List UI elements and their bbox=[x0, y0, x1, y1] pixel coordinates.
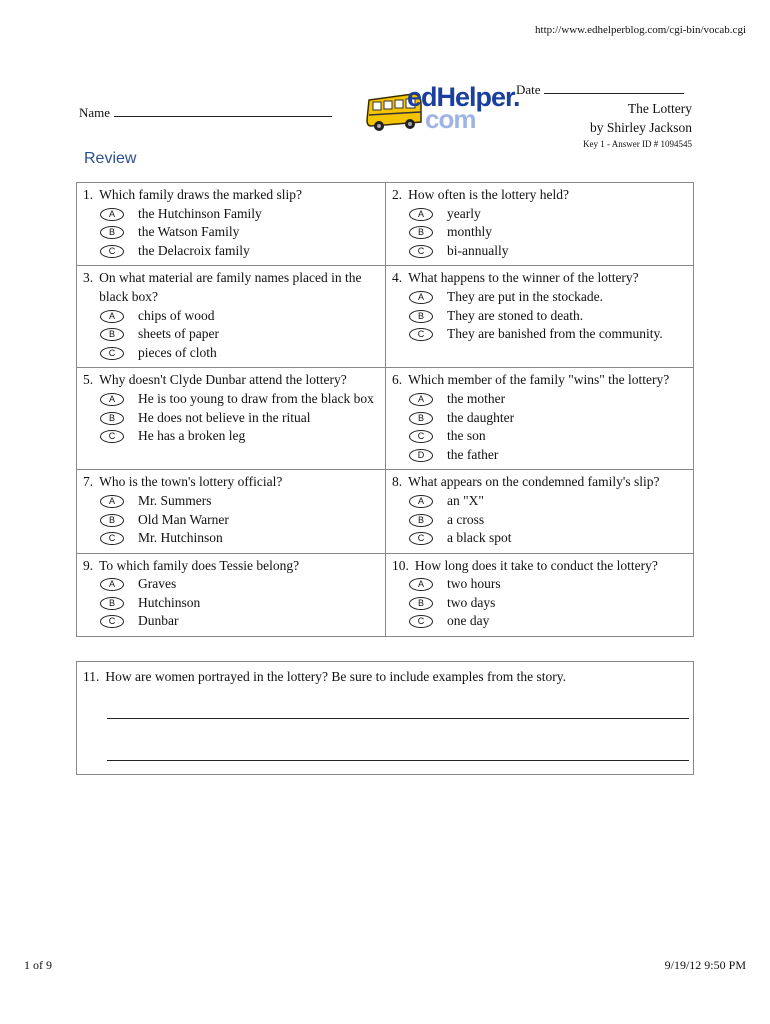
answer-bubble[interactable]: B bbox=[409, 310, 433, 323]
answer-bubble[interactable]: A bbox=[100, 495, 124, 508]
question-row bbox=[77, 367, 693, 469]
answer-option[interactable] bbox=[83, 223, 381, 242]
answer-key-id: Key 1 - Answer ID # 1094545 bbox=[583, 139, 692, 149]
date-underline bbox=[544, 81, 684, 94]
question-number: 2. bbox=[392, 187, 403, 202]
option-text: He has a broken leg bbox=[138, 428, 246, 444]
answer-option[interactable] bbox=[392, 409, 689, 428]
answer-option[interactable] bbox=[392, 529, 689, 548]
answer-option[interactable] bbox=[83, 511, 381, 530]
date-label: Date bbox=[516, 82, 541, 97]
question-cell bbox=[77, 368, 385, 469]
answer-bubble[interactable]: D bbox=[409, 449, 433, 462]
answer-option[interactable] bbox=[83, 242, 381, 261]
section-title: Review bbox=[84, 150, 137, 167]
question-number: 11. bbox=[83, 669, 100, 684]
option-text: an "X" bbox=[447, 492, 484, 508]
answer-option[interactable] bbox=[392, 325, 689, 344]
option-text: pieces of cloth bbox=[138, 344, 217, 360]
question-cell bbox=[385, 266, 693, 367]
question-cell bbox=[385, 368, 693, 469]
option-text: the son bbox=[447, 428, 486, 444]
option-text: chips of wood bbox=[138, 307, 215, 323]
question-cell bbox=[77, 554, 385, 636]
question-cell bbox=[385, 470, 693, 552]
answer-option[interactable] bbox=[83, 325, 381, 344]
question-cell bbox=[77, 266, 385, 367]
option-text: Mr. Hutchinson bbox=[138, 530, 223, 546]
answer-bubble[interactable]: B bbox=[409, 226, 433, 239]
question-row bbox=[77, 265, 693, 367]
answer-option[interactable] bbox=[392, 575, 689, 594]
answer-bubble[interactable]: A bbox=[100, 310, 124, 323]
answer-option[interactable] bbox=[392, 594, 689, 613]
answer-bubble[interactable]: A bbox=[100, 393, 124, 406]
answer-option[interactable] bbox=[83, 529, 381, 548]
answer-bubble[interactable]: C bbox=[100, 532, 124, 545]
answer-option[interactable] bbox=[83, 427, 381, 446]
answer-option[interactable] bbox=[392, 612, 689, 631]
answer-bubble[interactable]: C bbox=[409, 532, 433, 545]
question-cell bbox=[77, 470, 385, 552]
answer-bubble[interactable]: A bbox=[409, 291, 433, 304]
page-number: 1 of 9 bbox=[24, 958, 52, 972]
answer-option[interactable] bbox=[392, 427, 689, 446]
option-text: They are stoned to death. bbox=[447, 307, 584, 323]
answer-option[interactable] bbox=[83, 409, 381, 428]
question-number: 9. bbox=[83, 557, 94, 573]
answer-bubble[interactable]: B bbox=[100, 514, 124, 527]
answer-option[interactable] bbox=[83, 612, 381, 631]
question-row bbox=[77, 183, 693, 265]
question-text: To which family does Tessie belong? bbox=[99, 557, 300, 573]
question-number: 10. bbox=[392, 557, 409, 573]
edhelper-logo bbox=[365, 82, 520, 138]
option-text: Graves bbox=[138, 576, 177, 592]
question-number: 7. bbox=[83, 474, 94, 490]
option-text: He does not believe in the ritual bbox=[138, 409, 311, 425]
question-number: 5. bbox=[83, 372, 94, 388]
answer-bubble[interactable]: B bbox=[100, 412, 124, 425]
answer-option[interactable] bbox=[392, 223, 689, 242]
answer-option[interactable] bbox=[392, 205, 689, 224]
answer-option[interactable] bbox=[83, 492, 381, 511]
question-text: Which member of the family "wins" the lottery? bbox=[408, 372, 670, 388]
name-label: Name bbox=[79, 105, 111, 120]
option-text: bi-annually bbox=[447, 242, 509, 258]
option-text: two hours bbox=[447, 576, 501, 592]
logo-text-main: edHelper. bbox=[407, 82, 520, 112]
answer-option[interactable] bbox=[392, 390, 689, 409]
question-grid bbox=[76, 182, 694, 637]
option-text: sheets of paper bbox=[138, 326, 219, 342]
answer-bubble[interactable]: B bbox=[409, 514, 433, 527]
answer-bubble[interactable]: A bbox=[100, 578, 124, 591]
question-row bbox=[77, 553, 693, 636]
question-text: How long does it take to conduct the lottery? bbox=[414, 557, 658, 573]
option-text: yearly bbox=[447, 205, 481, 221]
answer-option[interactable] bbox=[83, 307, 381, 326]
answer-bubble[interactable]: C bbox=[100, 245, 124, 258]
question-text: On what material are family names placed in the black box? bbox=[99, 270, 362, 304]
question-number: 4. bbox=[392, 270, 403, 286]
question-cell bbox=[385, 183, 693, 265]
answer-bubble[interactable]: A bbox=[100, 208, 124, 221]
option-text: the father bbox=[447, 446, 499, 462]
page-url: http://www.edhelperblog.com/cgi-bin/vocab.cgi bbox=[535, 24, 746, 36]
name-field[interactable] bbox=[79, 104, 332, 121]
option-text: a cross bbox=[447, 511, 485, 527]
option-text: one day bbox=[447, 613, 490, 629]
answer-bubble[interactable]: B bbox=[100, 226, 124, 239]
question-number: 8. bbox=[392, 474, 403, 490]
worksheet-author: by Shirley Jackson bbox=[590, 120, 692, 135]
option-text: monthly bbox=[447, 224, 493, 240]
option-text: They are put in the stockade. bbox=[447, 288, 603, 304]
answer-bubble[interactable]: C bbox=[100, 347, 124, 360]
essay-question bbox=[76, 661, 694, 775]
answer-bubble[interactable]: C bbox=[409, 615, 433, 628]
question-text: Why doesn't Clyde Dunbar attend the lottery? bbox=[99, 372, 347, 388]
answer-option[interactable] bbox=[392, 288, 689, 307]
answer-option[interactable] bbox=[83, 390, 381, 409]
answer-option[interactable] bbox=[392, 307, 689, 326]
worksheet-title: The Lottery bbox=[627, 101, 692, 116]
question-row bbox=[77, 469, 693, 552]
option-text: the Delacroix family bbox=[138, 242, 250, 258]
answer-bubble[interactable]: B bbox=[100, 597, 124, 610]
answer-bubble[interactable]: B bbox=[100, 328, 124, 341]
question-cell bbox=[385, 554, 693, 636]
answer-option[interactable] bbox=[83, 594, 381, 613]
option-text: a black spot bbox=[447, 530, 512, 546]
answer-option[interactable] bbox=[83, 344, 381, 363]
question-text: How often is the lottery held? bbox=[408, 187, 569, 202]
answer-option[interactable] bbox=[392, 242, 689, 261]
answer-bubble[interactable]: B bbox=[409, 412, 433, 425]
answer-option[interactable] bbox=[392, 492, 689, 511]
option-text: the daughter bbox=[447, 409, 515, 425]
option-text: Hutchinson bbox=[138, 594, 201, 610]
answer-option[interactable] bbox=[392, 446, 689, 465]
question-number: 3. bbox=[83, 270, 94, 286]
option-text: two days bbox=[447, 594, 496, 610]
print-datetime: 9/19/12 9:50 PM bbox=[664, 958, 746, 972]
answer-bubble[interactable]: A bbox=[409, 208, 433, 221]
option-text: They are banished from the community. bbox=[447, 326, 663, 342]
answer-line[interactable] bbox=[107, 718, 689, 719]
name-underline bbox=[114, 104, 332, 117]
logo-text-com: com bbox=[425, 104, 476, 134]
option-text: Mr. Summers bbox=[138, 492, 212, 508]
question-text: How are women portrayed in the lottery? Be sure to include examples from the story. bbox=[105, 669, 566, 684]
question-text: What happens to the winner of the lottery? bbox=[408, 270, 639, 286]
question-cell bbox=[77, 183, 385, 265]
answer-option[interactable] bbox=[83, 575, 381, 594]
answer-line[interactable] bbox=[107, 760, 689, 761]
question-text: Who is the town's lottery official? bbox=[99, 474, 283, 490]
option-text: the Hutchinson Family bbox=[138, 205, 262, 221]
answer-bubble[interactable]: B bbox=[409, 597, 433, 610]
answer-bubble[interactable]: C bbox=[409, 430, 433, 443]
question-number: 1. bbox=[83, 187, 94, 202]
answer-option[interactable] bbox=[392, 511, 689, 530]
answer-bubble[interactable]: A bbox=[409, 393, 433, 406]
question-number: 6. bbox=[392, 372, 403, 388]
answer-bubble[interactable]: A bbox=[409, 495, 433, 508]
answer-bubble[interactable]: C bbox=[409, 328, 433, 341]
answer-bubble[interactable]: A bbox=[409, 578, 433, 591]
answer-bubble[interactable]: C bbox=[409, 245, 433, 258]
option-text: Dunbar bbox=[138, 613, 179, 629]
answer-option[interactable] bbox=[83, 205, 381, 224]
option-text: He is too young to draw from the black box bbox=[138, 390, 374, 406]
date-field[interactable] bbox=[516, 81, 684, 98]
option-text: Old Man Warner bbox=[138, 511, 229, 527]
question-text: What appears on the condemned family's slip? bbox=[408, 474, 660, 490]
option-text: the Watson Family bbox=[138, 224, 240, 240]
title-block bbox=[583, 99, 692, 151]
question-text: Which family draws the marked slip? bbox=[99, 187, 302, 202]
answer-bubble[interactable]: C bbox=[100, 615, 124, 628]
answer-bubble[interactable]: C bbox=[100, 430, 124, 443]
option-text: the mother bbox=[447, 390, 506, 406]
